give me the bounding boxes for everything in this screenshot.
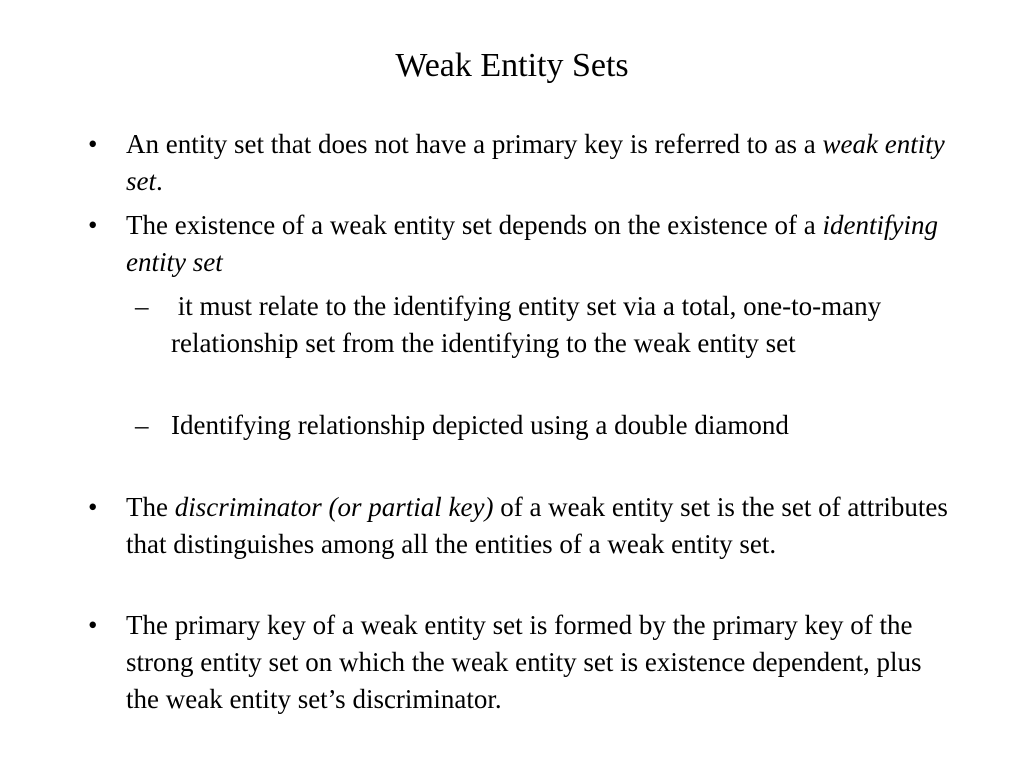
bullet-item-existence-dependence [88, 207, 956, 281]
sub-item-total-relationship [135, 288, 956, 362]
emphasized-term: weak entity set [126, 129, 945, 196]
text-run: The [126, 492, 175, 522]
sub-item-text: it must relate to the identifying entity set via a total, one-to-many relationship set from the identifying to the weak entity set [171, 291, 888, 358]
sub-item-double-diamond [135, 407, 956, 444]
slide-title: Weak Entity Sets [395, 47, 629, 84]
bullet-text [126, 489, 956, 563]
text-run: . [156, 166, 163, 196]
bullet-icon: • [88, 610, 98, 640]
emphasized-term: discriminator (or partial key) [174, 492, 494, 522]
bullet-text [126, 207, 956, 281]
bullet-text [126, 126, 956, 200]
bullet-icon: • [88, 210, 98, 240]
bullet-text: The primary key of a weak entity set is formed by the primary key of the strong entity set on which the weak entity set is existence dependent, plus the weak entity set’s discriminator. [126, 610, 922, 714]
bullet-icon: • [88, 492, 98, 522]
sub-item-text: Identifying relationship depicted using a double diamond [171, 410, 789, 440]
text-run: The existence of a weak entity set depends on the existence of a [126, 210, 823, 240]
dash-icon: – [135, 410, 149, 440]
emphasized-term: identifying entity set [126, 210, 938, 277]
bullet-item-weak-entity-definition [88, 126, 956, 200]
dash-icon: – [135, 291, 149, 321]
text-run: An entity set that does not have a primary key is referred to as a [126, 129, 823, 159]
bullet-item-primary-key [88, 607, 956, 718]
bullet-item-discriminator [88, 489, 956, 563]
text-run: of a weak entity set is the set of attributes that distinguishes among all the entities of a weak entity set. [126, 492, 948, 559]
bullet-icon: • [88, 129, 98, 159]
